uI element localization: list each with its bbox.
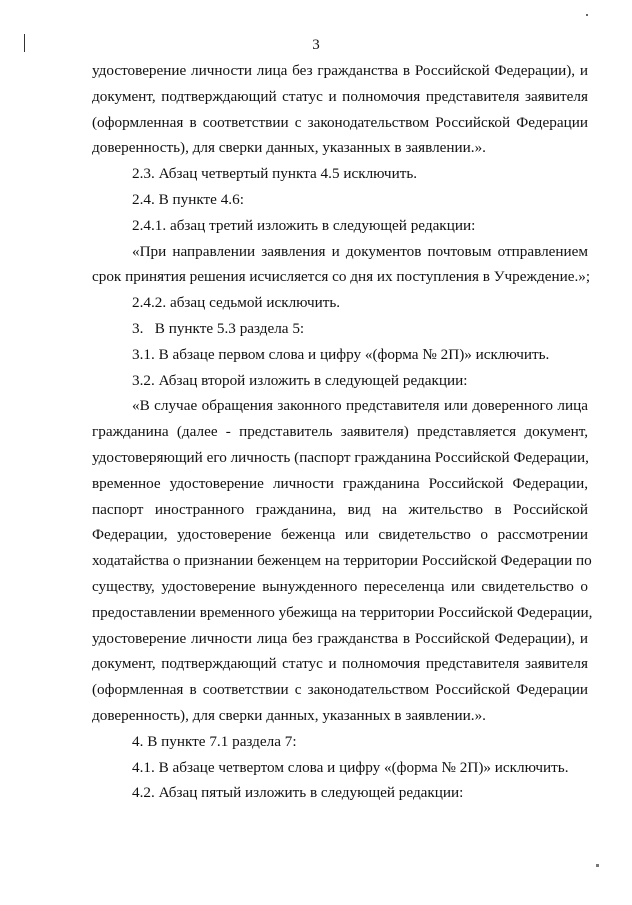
text-line: (оформленная в соответствии с законодательством Российской Федерации [92, 681, 588, 699]
text-line: удостоверение личности лица без гражданства в Российской Федерации), и [92, 62, 588, 79]
text-line: документ, подтверждающий статус и полномочия представителя заявителя [92, 87, 588, 105]
item-2-4-2: 2.4.2. абзац седьмой исключить. [132, 294, 341, 312]
text-line: удостоверение личности лица без гражданства в Российской Федерации), и [92, 629, 588, 647]
item-2-3: 2.3. Абзац четвертый пункта 4.5 исключить. [132, 165, 418, 183]
item-3: 3. В пункте 5.3 раздела 5: [132, 319, 305, 337]
item-2-4-1: 2.4.1. абзац третий изложить в следующей редакции: [132, 216, 476, 234]
text-line: существу, удостоверение вынужденного переселенца или свидетельство о [92, 577, 588, 595]
scan-speck [586, 14, 588, 16]
text-line: предоставлении временного убежища на территории Российской Федерации, [92, 603, 593, 621]
text-line: «В случае обращения законного представителя или доверенного лица [132, 397, 588, 415]
text-line: «При направлении заявления и документов почтовым отправлением [132, 242, 588, 260]
page-number: 3 [312, 37, 320, 53]
quoted-paragraph-2 [92, 393, 593, 728]
text-line: (оформленная в соответствии с законодательством Российской Федерации [92, 113, 588, 131]
item-4: 4. В пункте 7.1 раздела 7: [132, 732, 297, 750]
text-line: документ, подтверждающий статус и полномочия представителя заявителя [92, 655, 588, 673]
text-line: временное удостоверение личности гражданина Российской Федерации, [92, 474, 588, 492]
text-line: гражданина (далее - представитель заявителя) представляется документ, [92, 423, 588, 441]
scan-speck [596, 864, 599, 867]
paragraph-continuation [92, 58, 588, 161]
text-line: Федерации, удостоверение беженца или свидетельство о рассмотрении [92, 526, 588, 544]
quoted-paragraph-1 [92, 239, 591, 291]
text-line: удостоверяющий его личность (паспорт гражданина Российской Федерации, [92, 448, 589, 466]
item-3-2: 3.2. Абзац второй изложить в следующей редакции: [132, 371, 468, 389]
text-line: доверенность), для сверки данных, указанных в заявлении.». [92, 139, 486, 157]
text-line: ходатайства о признании беженцем на территории Российской Федерации по [92, 552, 592, 570]
item-3-1: 3.1. В абзаце первом слова и цифру «(форма № 2П)» исключить. [132, 345, 550, 363]
text-line: паспорт иностранного гражданина, вид на жительство в Российской [92, 500, 588, 518]
item-2-4: 2.4. В пункте 4.6: [132, 190, 244, 208]
text-line: срок принятия решения исчисляется со дня их поступления в Учреждение.»; [92, 268, 591, 286]
text-line: доверенность), для сверки данных, указанных в заявлении.». [92, 706, 486, 724]
item-4-2: 4.2. Абзац пятый изложить в следующей редакции: [132, 784, 464, 802]
document-body [92, 58, 593, 806]
item-4-1: 4.1. В абзаце четвертом слова и цифру «(форма № 2П)» исключить. [132, 758, 569, 776]
